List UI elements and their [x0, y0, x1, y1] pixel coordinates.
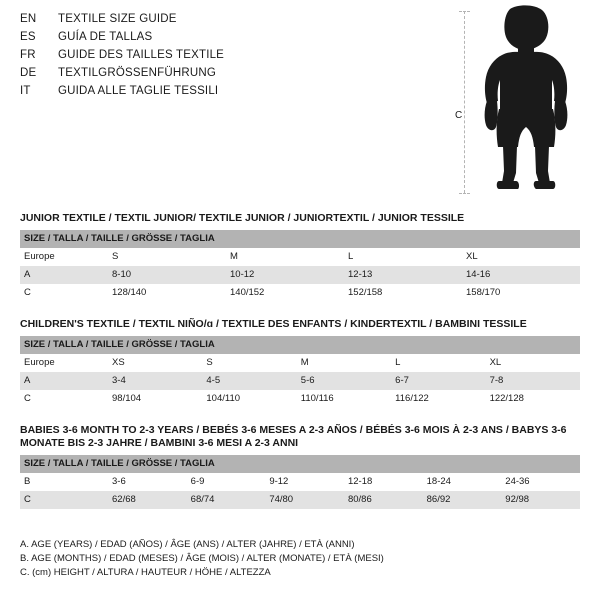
- title-text-en: TEXTILE SIZE GUIDE: [58, 13, 177, 25]
- cell: 3-4: [108, 372, 202, 390]
- table-band-row: [20, 455, 580, 473]
- cell: 14-16: [462, 266, 580, 284]
- height-measure-line: [464, 11, 465, 193]
- cell: 140/152: [226, 284, 344, 302]
- cell: 74/80: [265, 491, 344, 509]
- title-text-es: GUÍA DE TALLAS: [58, 31, 153, 43]
- cell: 68/74: [187, 491, 266, 509]
- cell: 24-36: [501, 473, 580, 491]
- section-childrens-textile: [20, 318, 580, 408]
- cell: M: [226, 248, 344, 266]
- section-junior-textile: [20, 212, 580, 302]
- title-block: [20, 10, 440, 100]
- height-tick-top: [459, 11, 470, 12]
- cell: 12-13: [344, 266, 462, 284]
- cell: XL: [486, 354, 580, 372]
- cell: 98/104: [108, 390, 202, 408]
- cell: 12-18: [344, 473, 423, 491]
- row-label: Europe: [20, 354, 108, 372]
- legend-line-c: C. (cm) HEIGHT / ALTURA / HAUTEUR / HÖHE / ALTEZZA: [20, 567, 271, 578]
- table-band-row: [20, 336, 580, 354]
- table-row: [20, 473, 580, 491]
- toddler-silhouette-icon: [472, 5, 582, 195]
- cell: L: [391, 354, 485, 372]
- cell: XS: [108, 354, 202, 372]
- cell: 152/158: [344, 284, 462, 302]
- figure-area: [450, 5, 590, 195]
- row-label: A: [20, 266, 108, 284]
- height-tick-bottom: [459, 193, 470, 194]
- table-row: [20, 248, 580, 266]
- cell: 7-8: [486, 372, 580, 390]
- size-table-babies: [20, 455, 580, 509]
- cell: 86/92: [423, 491, 502, 509]
- table-band-row: [20, 230, 580, 248]
- legend-line-a: A. AGE (YEARS) / EDAD (AÑOS) / ÂGE (ANS) / ALTER (JAHRE) / ETÀ (ANNI): [20, 539, 355, 550]
- legend-line-b: B. AGE (MONTHS) / EDAD (MESES) / ÂGE (MOIS) / ALTER (MONATE) / ETÀ (MESI): [20, 553, 384, 564]
- row-label: C: [20, 491, 108, 509]
- cell: 128/140: [108, 284, 226, 302]
- title-lang-es: ES: [20, 31, 36, 43]
- cell: 8-10: [108, 266, 226, 284]
- title-lang-de: DE: [20, 67, 37, 79]
- row-label: Europe: [20, 248, 108, 266]
- section-heading: JUNIOR TEXTILE / TEXTIL JUNIOR/ TEXTILE JUNIOR / JUNIORTEXTIL / JUNIOR TESSILE: [20, 212, 465, 224]
- height-measure-label: C: [455, 110, 463, 121]
- row-label: C: [20, 284, 108, 302]
- section-heading: CHILDREN'S TEXTILE / TEXTIL NIÑO/ɑ / TEXTILE DES ENFANTS / KINDERTEXTIL / BAMBINI TESSILE: [20, 318, 527, 330]
- table-band-label: SIZE / TALLA / TAILLE / GRÖSSE / TAGLIA: [20, 455, 580, 473]
- table-band-label: SIZE / TALLA / TAILLE / GRÖSSE / TAGLIA: [20, 230, 580, 248]
- row-label: A: [20, 372, 108, 390]
- title-row: [20, 64, 440, 82]
- cell: 10-12: [226, 266, 344, 284]
- cell: 4-5: [202, 372, 296, 390]
- cell: 6-7: [391, 372, 485, 390]
- cell: 110/116: [297, 390, 391, 408]
- table-row: [20, 372, 580, 390]
- cell: 9-12: [265, 473, 344, 491]
- row-label: B: [20, 473, 108, 491]
- row-label: C: [20, 390, 108, 408]
- size-table-children: [20, 336, 580, 408]
- size-table-junior: [20, 230, 580, 302]
- cell: 92/98: [501, 491, 580, 509]
- title-lang-fr: FR: [20, 49, 36, 61]
- cell: 3-6: [108, 473, 187, 491]
- table-band-label: SIZE / TALLA / TAILLE / GRÖSSE / TAGLIA: [20, 336, 580, 354]
- table-row: [20, 491, 580, 509]
- cell: XL: [462, 248, 580, 266]
- title-row: [20, 28, 440, 46]
- cell: L: [344, 248, 462, 266]
- title-text-it: GUIDA ALLE TAGLIE TESSILI: [58, 85, 219, 97]
- section-babies-textile: [20, 424, 580, 509]
- title-text-fr: GUIDE DES TAILLES TEXTILE: [58, 49, 225, 61]
- cell: S: [202, 354, 296, 372]
- section-heading: BABIES 3-6 MONTH TO 2-3 YEARS / BEBÉS 3-6 MESES A 2-3 AÑOS / BÉBÉS 3-6 MOIS À 2-3 ANS / BABYS 3-6 MONATE BIS 2-3 JAHRE / BAMBINI 3-6 MESI A 2-3 ANNI: [20, 424, 567, 449]
- title-row: [20, 10, 440, 28]
- title-row: [20, 46, 440, 64]
- title-text-de: TEXTILGRÖSSENFÜHRUNG: [58, 67, 216, 79]
- cell: 122/128: [486, 390, 580, 408]
- cell: 6-9: [187, 473, 266, 491]
- cell: 80/86: [344, 491, 423, 509]
- cell: 62/68: [108, 491, 187, 509]
- cell: M: [297, 354, 391, 372]
- table-row: [20, 354, 580, 372]
- cell: 158/170: [462, 284, 580, 302]
- table-row: [20, 266, 580, 284]
- table-row: [20, 284, 580, 302]
- cell: S: [108, 248, 226, 266]
- title-lang-en: EN: [20, 13, 37, 25]
- title-lang-it: IT: [20, 85, 31, 97]
- cell: 5-6: [297, 372, 391, 390]
- cell: 18-24: [423, 473, 502, 491]
- cell: 104/110: [202, 390, 296, 408]
- table-row: [20, 390, 580, 408]
- title-row: [20, 82, 440, 100]
- legend-block: [20, 538, 580, 580]
- cell: 116/122: [391, 390, 485, 408]
